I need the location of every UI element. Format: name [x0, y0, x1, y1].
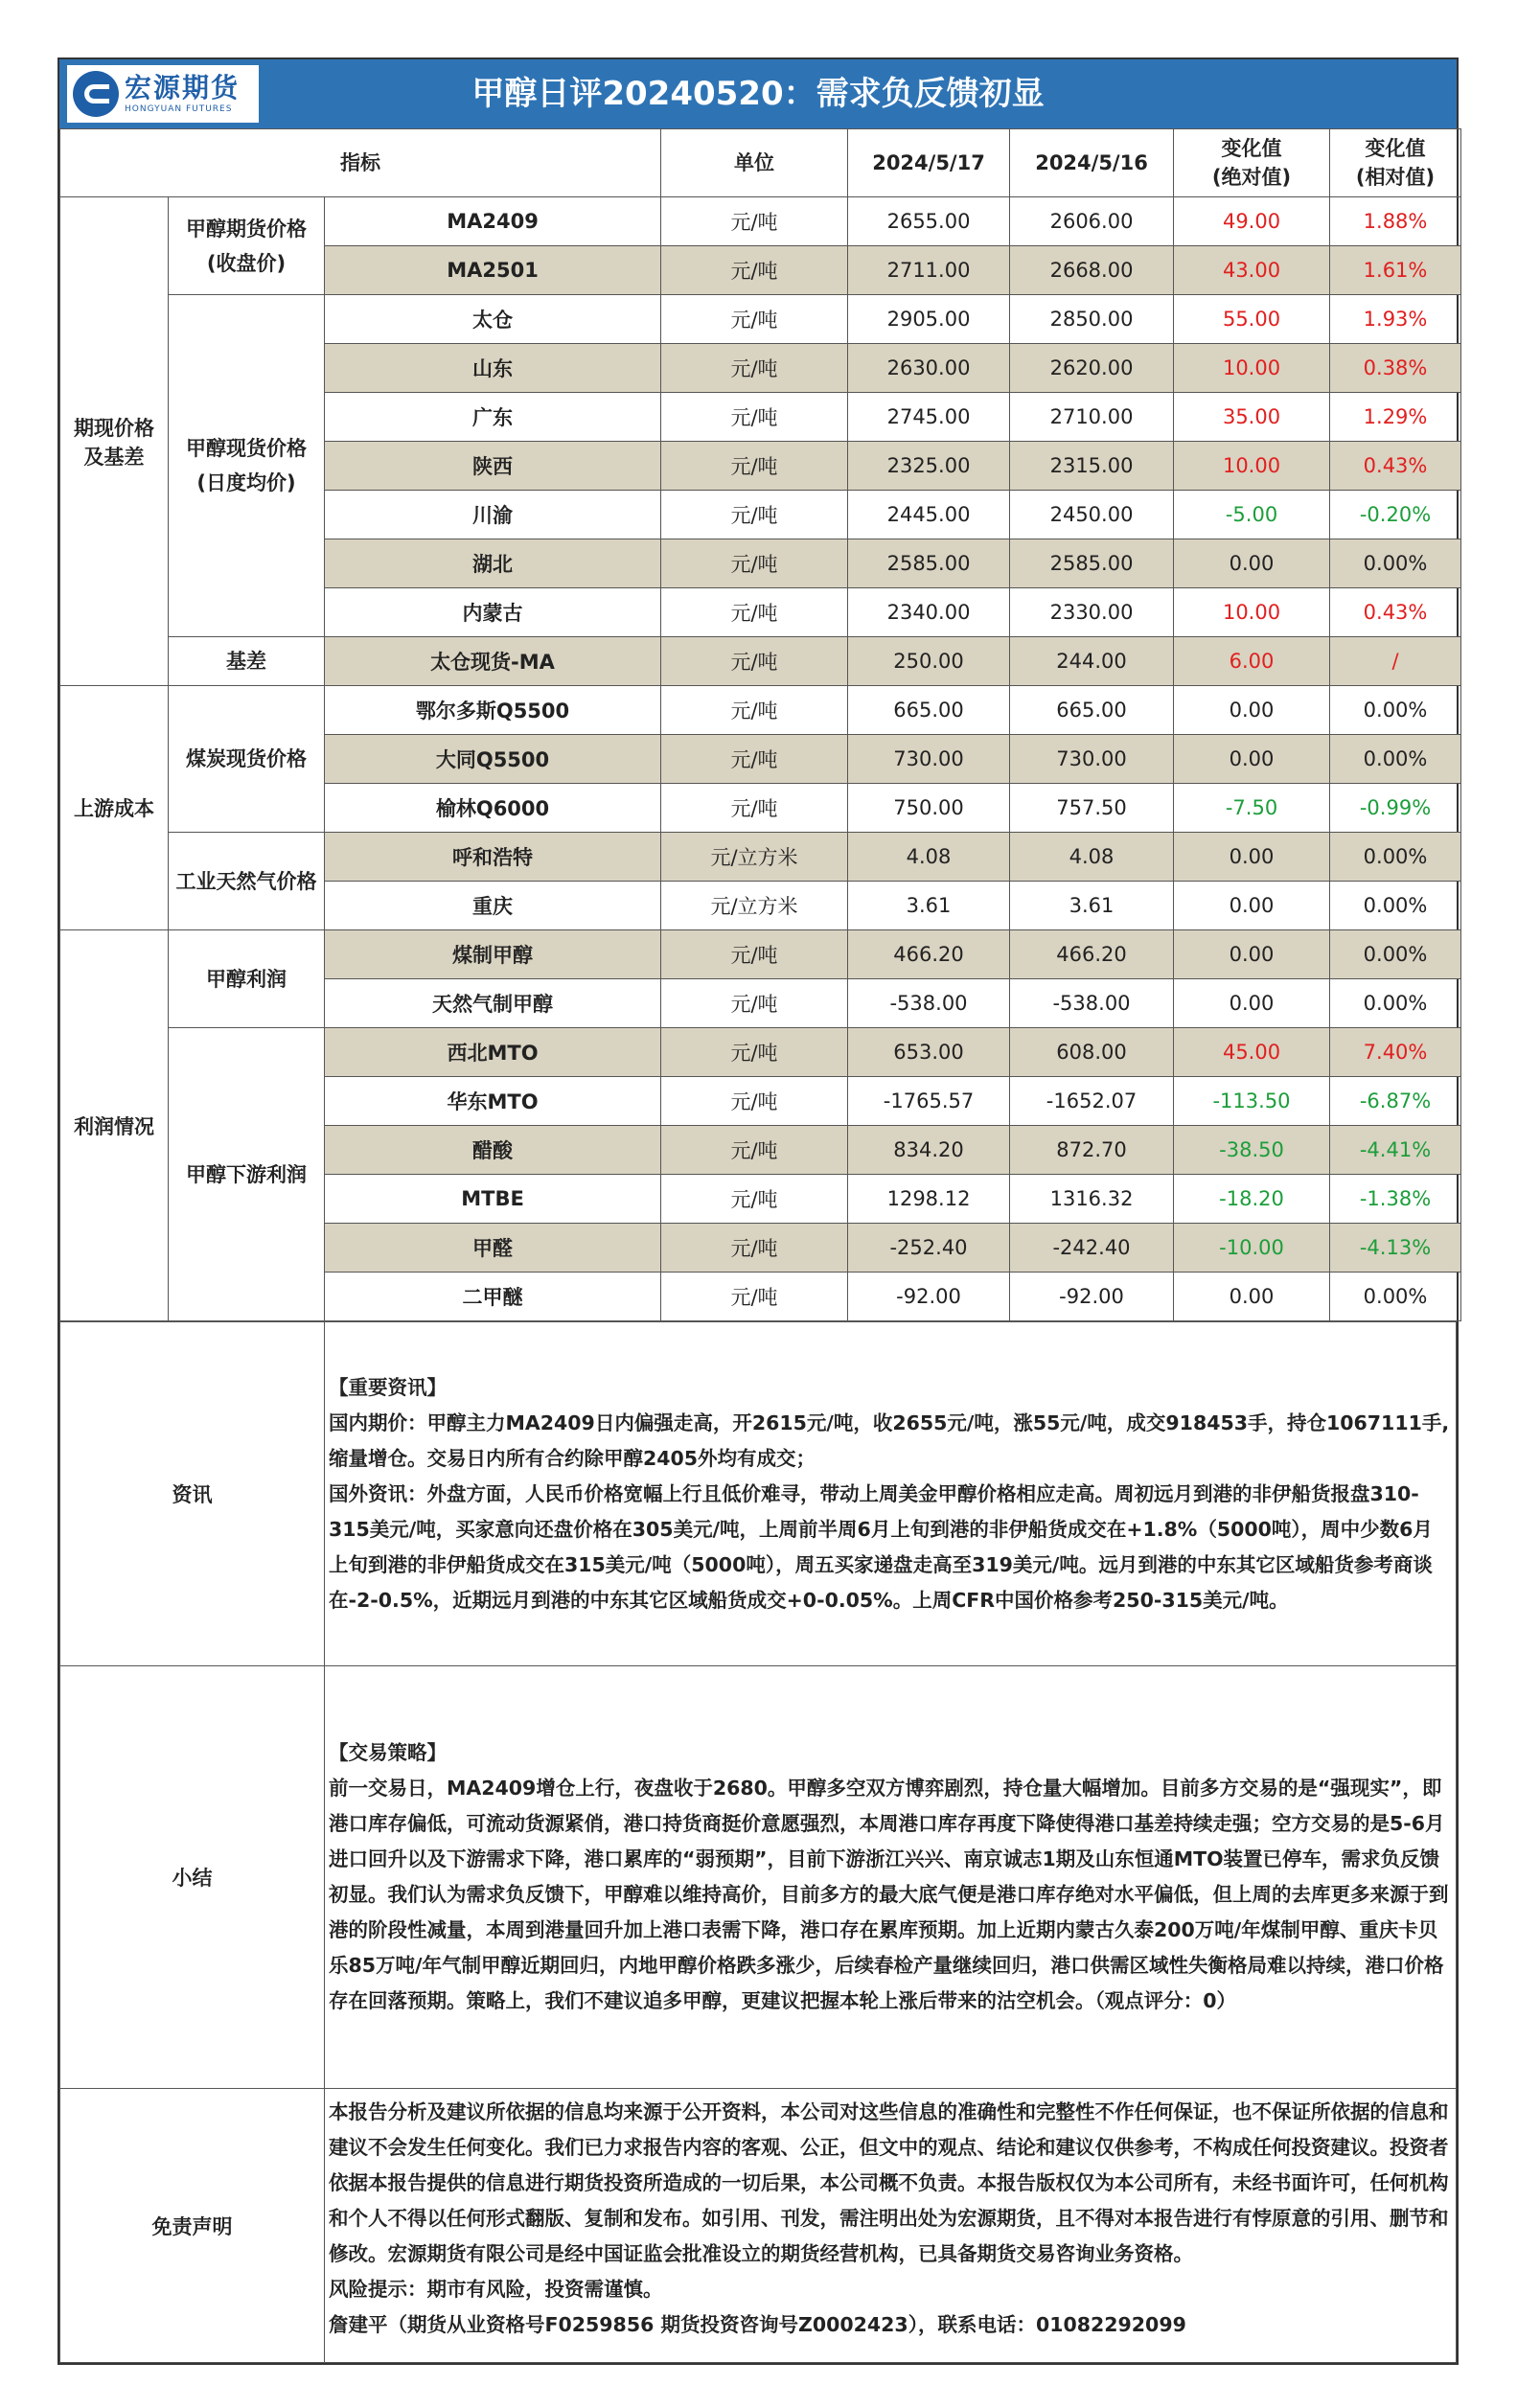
- group-label: 甲醇利润: [169, 930, 325, 1028]
- section-label: 期现价格 及基差: [60, 197, 169, 686]
- value-date1: 730.00: [848, 735, 1010, 784]
- col-unit: 单位: [661, 129, 848, 197]
- indicator-name: 太仓现货-MA: [325, 637, 661, 686]
- unit-cell: 元/吨: [661, 735, 848, 784]
- summary-p1: 前一交易日，MA2409增仓上行，夜盘收于2680。甲醇多空双方博弈剧烈，持仓量大幅增加。目前多方交易的是“强现实”，即港口库存偏低，可流动货源紧俏，港口持货商挺价意愿强烈，本周港口库存再度下降使得港口基差持续走强；空方交易的是5-6月进口回升以及下游需求下降，港口累库的“弱预期”，目前下游浙江兴兴、南京诚志1期及山东恒通MTO装置已停车，需求负反馈初显。我们认为需求负反馈下，甲醇难以维持高价，目前多方的最大底气便是港口库存绝对水平偏低，但上周的去库更多来源于到港的阶段性减量，本周到港量回升加上港口表需下降，港口存在累库预期。加上近期内蒙古久泰200万吨/年煤制甲醇、重庆卡贝乐85万吨/年气制甲醇近期回归，内地甲醇价格跌多涨少，后续春检产量继续回归，港口供需区域性失衡格局难以持续，港口价格存在回落预期。策略上，我们不建议追多甲醇，更建议把握本轮上涨后带来的沽空机会。（观点评分：0）: [329, 1777, 1449, 2012]
- disclaimer-row: [60, 2089, 1457, 2363]
- disclaimer-p2: 风险提示：期市有风险，投资需谨慎。: [329, 2278, 663, 2301]
- value-date1: 2585.00: [848, 539, 1010, 588]
- value-date2: 244.00: [1010, 637, 1174, 686]
- unit-cell: 元/吨: [661, 1175, 848, 1224]
- value-date1: 2905.00: [848, 295, 1010, 344]
- value-date2: 3.61: [1010, 882, 1174, 930]
- group-label: 甲醇现货价格 (日度均价): [169, 295, 325, 637]
- indicator-name: 天然气制甲醇: [325, 979, 661, 1028]
- company-logo: [67, 65, 259, 123]
- rel-change: 0.43%: [1330, 442, 1461, 491]
- value-date1: -252.40: [848, 1224, 1010, 1273]
- rel-change: 0.00%: [1330, 539, 1461, 588]
- abs-change: -113.50: [1174, 1077, 1330, 1126]
- value-date2: 466.20: [1010, 930, 1174, 979]
- value-date1: 2340.00: [848, 588, 1010, 637]
- value-date1: 834.20: [848, 1126, 1010, 1175]
- indicator-name: 醋酸: [325, 1126, 661, 1175]
- col-abs-change: 变化值 (绝对值): [1174, 129, 1330, 197]
- value-date1: -92.00: [848, 1273, 1010, 1321]
- abs-change: 10.00: [1174, 442, 1330, 491]
- rel-change: 0.00%: [1330, 882, 1461, 930]
- abs-change: 0.00: [1174, 1273, 1330, 1321]
- rel-change: -4.41%: [1330, 1126, 1461, 1175]
- rel-change: 1.61%: [1330, 246, 1461, 295]
- report-banner: [59, 59, 1457, 128]
- unit-cell: 元/立方米: [661, 833, 848, 882]
- abs-change: -38.50: [1174, 1126, 1330, 1175]
- rel-change: 1.88%: [1330, 197, 1461, 246]
- rel-change: 0.00%: [1330, 735, 1461, 784]
- news-row: [60, 1322, 1457, 1666]
- abs-change: 35.00: [1174, 393, 1330, 442]
- unit-cell: 元/吨: [661, 491, 848, 539]
- rel-change: -0.99%: [1330, 784, 1461, 833]
- value-date2: 2606.00: [1010, 197, 1174, 246]
- value-date2: 2315.00: [1010, 442, 1174, 491]
- group-label: 煤炭现货价格: [169, 686, 325, 833]
- rel-change: 7.40%: [1330, 1028, 1461, 1077]
- disclaimer-p1: 本报告分析及建议所依据的信息均来源于公开资料，本公司对这些信息的准确性和完整性不作任何保证，也不保证所依据的信息和建议不会发生任何变化。我们已力求报告内容的客观、公正，但文中的观点、结论和建议仅供参考，不构成任何投资建议。投资者依据本报告提供的信息进行期货投资所造成的一切后果，本公司概不负责。本报告版权仅为本公司所有，未经书面许可，任何机构和个人不得以任何形式翻版、复制和发布。如引用、刊发，需注明出处为宏源期货，且不得对本报告进行有悖原意的引用、删节和修改。宏源期货有限公司是经中国证监会批准设立的期货经营机构，已具备期货交易咨询业务资格。: [329, 2100, 1449, 2265]
- indicator-name: 煤制甲醇: [325, 930, 661, 979]
- summary-label: 小结: [60, 1666, 325, 2089]
- abs-change: -10.00: [1174, 1224, 1330, 1273]
- rel-change: -4.13%: [1330, 1224, 1461, 1273]
- indicator-name: 山东: [325, 344, 661, 393]
- abs-change: 55.00: [1174, 295, 1330, 344]
- indicator-name: 重庆: [325, 882, 661, 930]
- value-date2: 608.00: [1010, 1028, 1174, 1077]
- unit-cell: 元/吨: [661, 295, 848, 344]
- indicator-name: MTBE: [325, 1175, 661, 1224]
- group-label: 工业天然气价格: [169, 833, 325, 930]
- rel-change: -6.87%: [1330, 1077, 1461, 1126]
- col-rel-change: 变化值 (相对值): [1330, 129, 1461, 197]
- disclaimer-label: 免责声明: [60, 2089, 325, 2363]
- indicator-name: 陕西: [325, 442, 661, 491]
- abs-change: 0.00: [1174, 686, 1330, 735]
- abs-change: -5.00: [1174, 491, 1330, 539]
- value-date1: 2655.00: [848, 197, 1010, 246]
- disclaimer-p3: 詹建平（期货从业资格号F0259856 期货投资咨询号Z0002423），联系电话：01082292099: [329, 2313, 1186, 2336]
- value-date1: 665.00: [848, 686, 1010, 735]
- logo-en: HONGYUAN FUTURES: [125, 104, 233, 114]
- unit-cell: 元/吨: [661, 344, 848, 393]
- unit-cell: 元/吨: [661, 1273, 848, 1321]
- indicator-name: 湖北: [325, 539, 661, 588]
- value-date2: 2585.00: [1010, 539, 1174, 588]
- abs-change: -7.50: [1174, 784, 1330, 833]
- unit-cell: 元/吨: [661, 930, 848, 979]
- unit-cell: 元/吨: [661, 393, 848, 442]
- value-date2: 2710.00: [1010, 393, 1174, 442]
- table-row: [60, 686, 1461, 735]
- unit-cell: 元/吨: [661, 588, 848, 637]
- unit-cell: 元/吨: [661, 442, 848, 491]
- logo-cn: 宏源期货: [125, 72, 241, 103]
- table-row: [60, 1028, 1461, 1077]
- abs-change: 0.00: [1174, 735, 1330, 784]
- value-date2: 872.70: [1010, 1126, 1174, 1175]
- value-date1: 2630.00: [848, 344, 1010, 393]
- news-p2: 国外资讯：外盘方面，人民币价格宽幅上行且低价难寻，带动上周美金甲醇价格相应走高。周初远月到港的非伊船货报盘310-315美元/吨，买家意向还盘价格在305美元/吨，上周前半周6月上旬到港的非伊船货成交在+1.8%（5000吨），周中少数6月上旬到港的非伊船货成交在315美元/吨（5000吨），周五买家递盘走高至319美元/吨。远月到港的中东其它区域船货参考商谈在-2-0.5%，近期远月到港的中东其它区域船货成交+0-0.05%。上周CFR中国价格参考250-315美元/吨。: [329, 1481, 1433, 1612]
- indicator-name: 甲醛: [325, 1224, 661, 1273]
- rel-change: 0.43%: [1330, 588, 1461, 637]
- value-date2: 2850.00: [1010, 295, 1174, 344]
- rel-change: 0.38%: [1330, 344, 1461, 393]
- col-date2: 2024/5/16: [1010, 129, 1174, 197]
- value-date1: 2445.00: [848, 491, 1010, 539]
- value-date2: 757.50: [1010, 784, 1174, 833]
- rel-change: 1.29%: [1330, 393, 1461, 442]
- rel-change: -1.38%: [1330, 1175, 1461, 1224]
- abs-change: 43.00: [1174, 246, 1330, 295]
- indicator-name: 川渝: [325, 491, 661, 539]
- unit-cell: 元/吨: [661, 686, 848, 735]
- news-p1: 国内期价：甲醇主力MA2409日内偏强走高，开2615元/吨，收2655元/吨，涨55元/吨，成交918453手，持仓1067111手,缩量增仓。交易日内所有合约除甲醇2405外均有成交；: [329, 1410, 1450, 1470]
- unit-cell: 元/吨: [661, 979, 848, 1028]
- table-header-row: [60, 129, 1461, 197]
- summary-heading: 【交易策略】: [329, 1741, 447, 1764]
- report-sheet: [57, 57, 1459, 2365]
- abs-change: 10.00: [1174, 588, 1330, 637]
- table-row: [60, 637, 1461, 686]
- value-date1: 1298.12: [848, 1175, 1010, 1224]
- disclaimer-body: [325, 2089, 1457, 2363]
- notes-table: [59, 1321, 1457, 2363]
- value-date1: 4.08: [848, 833, 1010, 882]
- section-label: 利润情况: [60, 930, 169, 1321]
- abs-change: 0.00: [1174, 833, 1330, 882]
- unit-cell: 元/吨: [661, 197, 848, 246]
- summary-body: [325, 1666, 1457, 2089]
- indicator-name: 二甲醚: [325, 1273, 661, 1321]
- value-date2: -242.40: [1010, 1224, 1174, 1273]
- value-date1: 2325.00: [848, 442, 1010, 491]
- value-date1: 466.20: [848, 930, 1010, 979]
- indicator-name: 华东MTO: [325, 1077, 661, 1126]
- value-date1: -1765.57: [848, 1077, 1010, 1126]
- group-label: 基差: [169, 637, 325, 686]
- rel-change: 0.00%: [1330, 979, 1461, 1028]
- value-date2: 2450.00: [1010, 491, 1174, 539]
- value-date2: 2330.00: [1010, 588, 1174, 637]
- unit-cell: 元/吨: [661, 784, 848, 833]
- abs-change: 6.00: [1174, 637, 1330, 686]
- summary-row: [60, 1666, 1457, 2089]
- col-indicator: 指标: [60, 129, 661, 197]
- rel-change: /: [1330, 637, 1461, 686]
- table-row: [60, 295, 1461, 344]
- indicator-name: 内蒙古: [325, 588, 661, 637]
- indicator-name: MA2501: [325, 246, 661, 295]
- unit-cell: 元/吨: [661, 637, 848, 686]
- abs-change: 0.00: [1174, 930, 1330, 979]
- value-date1: 3.61: [848, 882, 1010, 930]
- table-row: [60, 833, 1461, 882]
- indicator-name: 大同Q5500: [325, 735, 661, 784]
- abs-change: 0.00: [1174, 539, 1330, 588]
- col-date1: 2024/5/17: [848, 129, 1010, 197]
- news-label: 资讯: [60, 1322, 325, 1666]
- abs-change: 0.00: [1174, 979, 1330, 1028]
- news-body: [325, 1322, 1457, 1666]
- value-date2: -92.00: [1010, 1273, 1174, 1321]
- value-date1: -538.00: [848, 979, 1010, 1028]
- unit-cell: 元/吨: [661, 1126, 848, 1175]
- rel-change: 0.00%: [1330, 833, 1461, 882]
- unit-cell: 元/吨: [661, 1028, 848, 1077]
- indicator-name: 广东: [325, 393, 661, 442]
- rel-change: 1.93%: [1330, 295, 1461, 344]
- group-label: 甲醇期货价格 (收盘价): [169, 197, 325, 295]
- value-date1: 250.00: [848, 637, 1010, 686]
- abs-change: 45.00: [1174, 1028, 1330, 1077]
- abs-change: 49.00: [1174, 197, 1330, 246]
- group-label: 甲醇下游利润: [169, 1028, 325, 1321]
- value-date1: 750.00: [848, 784, 1010, 833]
- section-label: 上游成本: [60, 686, 169, 930]
- rel-change: 0.00%: [1330, 1273, 1461, 1321]
- indicator-name: 太仓: [325, 295, 661, 344]
- value-date2: 4.08: [1010, 833, 1174, 882]
- value-date1: 2711.00: [848, 246, 1010, 295]
- news-heading: 【重要资讯】: [329, 1375, 447, 1399]
- value-date2: 730.00: [1010, 735, 1174, 784]
- unit-cell: 元/吨: [661, 1077, 848, 1126]
- value-date2: 1316.32: [1010, 1175, 1174, 1224]
- indicator-name: 西北MTO: [325, 1028, 661, 1077]
- value-date2: 2620.00: [1010, 344, 1174, 393]
- table-row: [60, 197, 1461, 246]
- table-row: [60, 930, 1461, 979]
- abs-change: -18.20: [1174, 1175, 1330, 1224]
- rel-change: 0.00%: [1330, 930, 1461, 979]
- value-date2: -538.00: [1010, 979, 1174, 1028]
- unit-cell: 元/吨: [661, 539, 848, 588]
- abs-change: 0.00: [1174, 882, 1330, 930]
- unit-cell: 元/吨: [661, 1224, 848, 1273]
- value-date2: 2668.00: [1010, 246, 1174, 295]
- unit-cell: 元/立方米: [661, 882, 848, 930]
- rel-change: 0.00%: [1330, 686, 1461, 735]
- report-title: 甲醇日评20240520：需求负反馈初显: [471, 75, 1045, 113]
- abs-change: 10.00: [1174, 344, 1330, 393]
- indicator-name: 呼和浩特: [325, 833, 661, 882]
- indicator-name: 榆林Q6000: [325, 784, 661, 833]
- indicator-name: MA2409: [325, 197, 661, 246]
- unit-cell: 元/吨: [661, 246, 848, 295]
- indicator-table: [59, 128, 1461, 1321]
- value-date1: 653.00: [848, 1028, 1010, 1077]
- indicator-name: 鄂尔多斯Q5500: [325, 686, 661, 735]
- value-date1: 2745.00: [848, 393, 1010, 442]
- rel-change: -0.20%: [1330, 491, 1461, 539]
- value-date2: 665.00: [1010, 686, 1174, 735]
- value-date2: -1652.07: [1010, 1077, 1174, 1126]
- logo-mark-icon: [73, 71, 119, 117]
